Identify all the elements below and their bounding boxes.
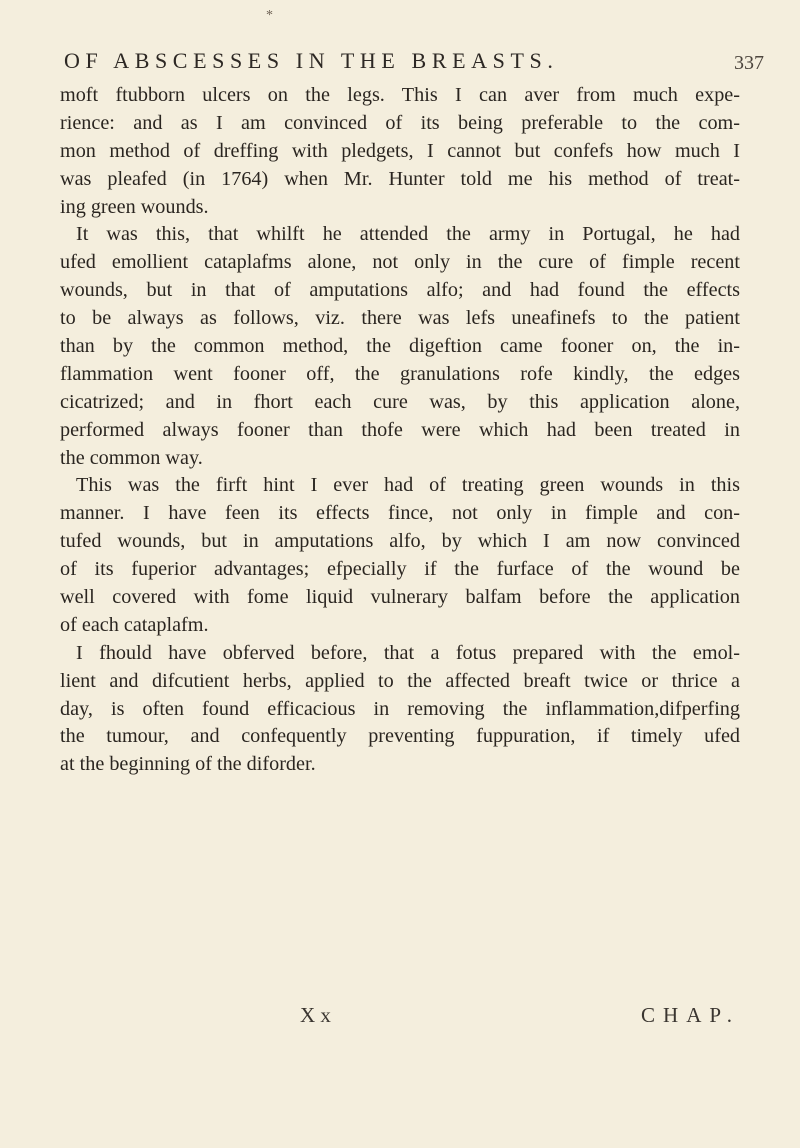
running-head: OF ABSCESSES IN THE BREASTS. xyxy=(64,48,559,73)
page-number: 337 xyxy=(734,52,764,74)
text-line: ing green wounds. xyxy=(60,195,209,218)
page-mark: * xyxy=(266,8,273,23)
text-line: cicatrized; and in fhort each cure was, by this application alone, xyxy=(60,390,740,413)
text-line: performed always fooner than thofe were which had been treated in xyxy=(60,418,740,441)
text-line: at the beginning of the diforder. xyxy=(60,753,316,776)
text-line: of its fuperior advantages; efpecially if the furface of the wound be xyxy=(60,558,740,581)
text-line: day, is often found efficacious in removing the inflammation,difperfing xyxy=(60,697,740,720)
text-line: well covered with fome liquid vulnerary balfam before the application xyxy=(60,586,740,609)
text-line: of each cataplafm. xyxy=(60,613,209,636)
text-line: I fhould have obferved before, that a fotus prepared with the emol- xyxy=(76,641,740,664)
text-line: was pleafed (in 1764) when Mr. Hunter told me his method of treat- xyxy=(60,167,740,190)
text-line: wounds, but in that of amputations alfo; and had found the effects xyxy=(60,279,740,302)
text-line: rience: and as I am convinced of its being preferable to the com- xyxy=(60,111,740,134)
text-line: mon method of dreffing with pledgets, I cannot but confefs how much I xyxy=(60,139,740,162)
text-line: lient and difcutient herbs, applied to the affected breaft twice or thrice a xyxy=(60,669,740,692)
text-line: flammation went fooner off, the granulations rofe kindly, the edges xyxy=(60,362,740,385)
text-line: than by the common method, the digeftion came fooner on, the in- xyxy=(60,335,740,358)
text-line: ufed emollient cataplafms alone, not only in the cure of fimple recent xyxy=(60,251,740,274)
page-footer xyxy=(300,1003,740,1035)
text-line: the common way. xyxy=(60,446,203,469)
page-header xyxy=(64,44,764,84)
catchword: CHAP. xyxy=(641,1003,740,1027)
text-line: tufed wounds, but in amputations alfo, by which I am now convinced xyxy=(60,530,740,553)
body-text xyxy=(60,82,740,779)
text-line: to be always as follows, viz. there was lefs uneafinefs to the patient xyxy=(60,307,740,330)
text-line: It was this, that whilft he attended the army in Portugal, he had xyxy=(76,223,740,246)
text-line: This was the firft hint I ever had of treating green wounds in this xyxy=(76,474,740,497)
text-line: the tumour, and confequently preventing fuppuration, if timely ufed xyxy=(60,725,740,748)
text-line: moft ftubborn ulcers on the legs. This I can aver from much expe- xyxy=(60,84,740,106)
signature-mark: X x xyxy=(300,1003,331,1027)
text-line: manner. I have feen its effects fince, not only in fimple and con- xyxy=(60,502,740,525)
